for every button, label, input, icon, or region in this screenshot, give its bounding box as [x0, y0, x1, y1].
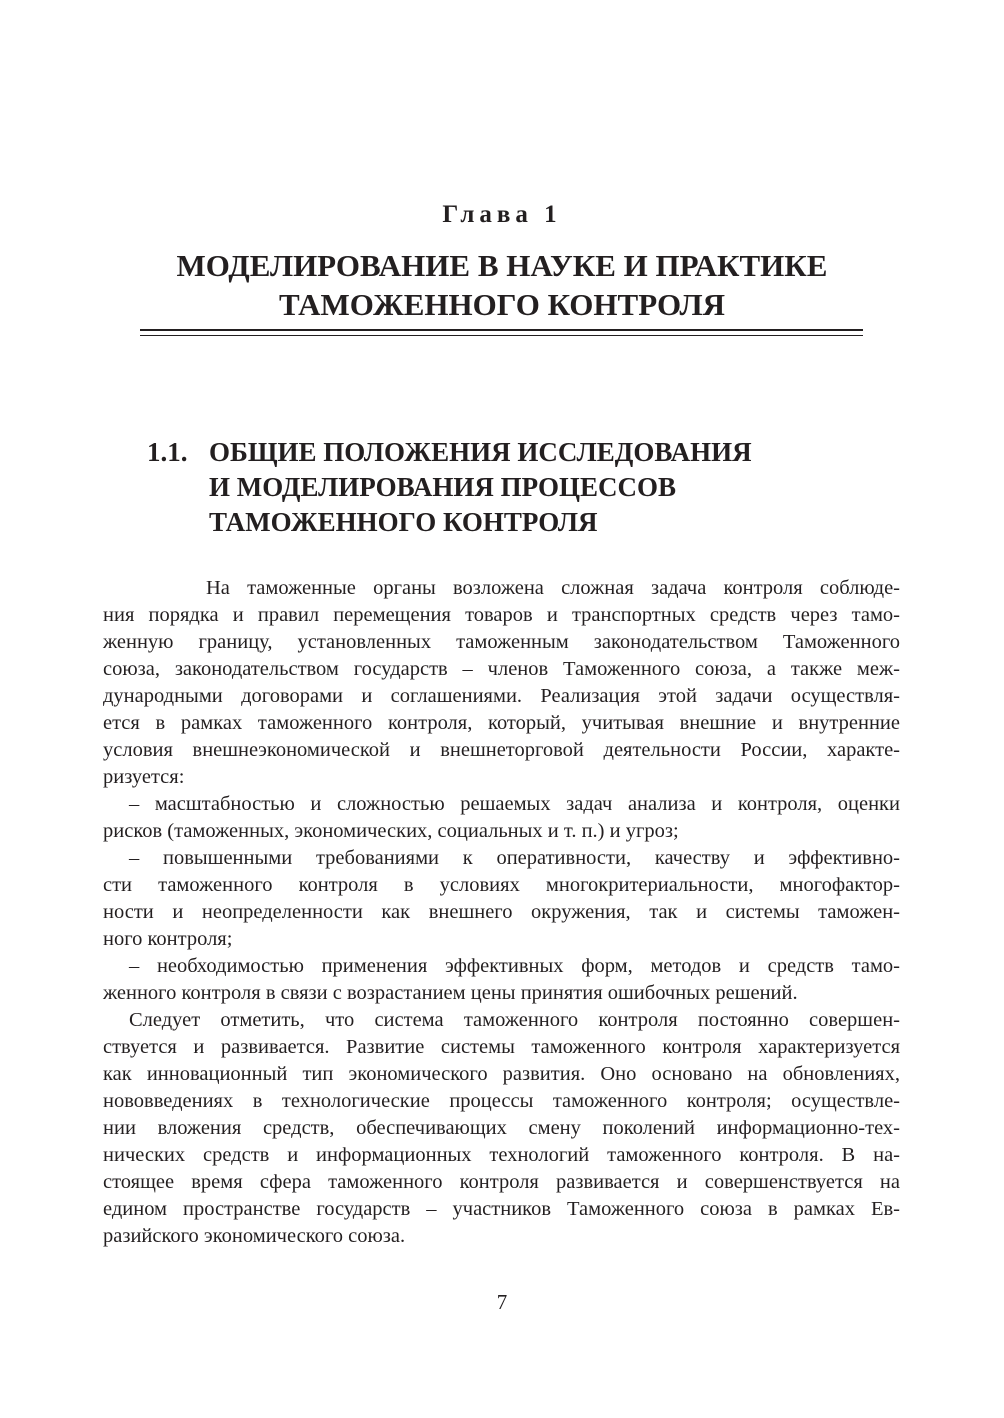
text-line: сти таможенного контроля в условиях многокритериальности, многофактор-	[103, 874, 900, 896]
section-number: 1.1.	[147, 437, 188, 467]
text-line: На таможенные органы возложена сложная задача контроля соблюде-	[206, 577, 900, 599]
text-line: нических средств и информационных технологий таможенного контроля. В на-	[103, 1144, 900, 1166]
chapter-title-line: ТАМОЖЕННОГО КОНТРОЛЯ	[278, 287, 726, 322]
section-title-line: И МОДЕЛИРОВАНИЯ ПРОЦЕССОВ	[209, 472, 676, 502]
text-line: женную границу, установленных таможенным законодательством Таможенного	[103, 631, 900, 653]
text-line: ния порядка и правил перемещения товаров и транспортных средств через тамо-	[103, 604, 900, 626]
paragraph-conclusion	[103, 1007, 900, 1250]
text-line: – масштабностью и сложностью решаемых задач анализа и контроля, оценки	[129, 793, 900, 815]
list-item	[103, 845, 900, 953]
section-title-line: ОБЩИЕ ПОЛОЖЕНИЯ ИССЛЕДОВАНИЯ	[209, 437, 752, 467]
text-line: ного контроля;	[103, 928, 233, 950]
text-line: ется в рамках таможенного контроля, который, учитывая внешние и внутренние	[103, 712, 900, 734]
text-line: – необходимостью применения эффективных форм, методов и средств тамо-	[129, 955, 900, 977]
text-line: разийского экономического союза.	[103, 1225, 406, 1247]
text-line: ствуется и развивается. Развитие системы таможенного контроля характеризуется	[103, 1036, 900, 1058]
page-number: 7	[496, 1290, 508, 1314]
section-title	[209, 435, 752, 540]
chapter-title	[0, 246, 1004, 324]
body-text	[103, 575, 900, 1250]
text-line: женного контроля в связи с возрастанием цены принятия ошибочных решений.	[103, 982, 798, 1004]
text-line: стоящее время сфера таможенного контроля развивается и совершенствуется на	[103, 1171, 900, 1193]
text-line: как инновационный тип экономического развития. Оно основано на обновлениях,	[103, 1063, 900, 1085]
chapter-title-line: МОДЕЛИРОВАНИЕ В НАУКЕ И ПРАКТИКЕ	[176, 248, 828, 283]
text-line: едином пространстве государств – участников Таможенного союза в рамках Ев-	[103, 1198, 900, 1220]
text-line: условия внешнеэкономической и внешнеторговой деятельности России, характе-	[103, 739, 900, 761]
text-line: ризуется:	[103, 766, 185, 788]
chapter-divider	[140, 329, 863, 336]
text-line: нии вложения средств, обеспечивающих смену поколений информационно-тех-	[103, 1117, 900, 1139]
list-item	[103, 953, 900, 1007]
text-line: Следует отметить, что система таможенного контроля постоянно совершен-	[129, 1009, 900, 1031]
text-line: нововведениях в технологические процессы таможенного контроля; осуществле-	[103, 1090, 900, 1112]
text-line: рисков (таможенных, экономических, социальных и т. п.) и угроз;	[103, 820, 679, 842]
text-line: союза, законодательством государств – членов Таможенного союза, а также меж-	[103, 658, 900, 680]
section-heading	[147, 435, 752, 540]
section-title-line: ТАМОЖЕННОГО КОНТРОЛЯ	[209, 507, 598, 537]
paragraph-intro	[103, 575, 900, 791]
text-line: – повышенными требованиями к оперативности, качеству и эффективно-	[129, 847, 900, 869]
text-line: дународными договорами и соглашениями. Реализация этой задачи осуществля-	[103, 685, 900, 707]
text-line: ности и неопределенности как внешнего окружения, так и системы таможен-	[103, 901, 900, 923]
chapter-label: Глава 1	[442, 201, 562, 228]
list-item	[103, 791, 900, 845]
